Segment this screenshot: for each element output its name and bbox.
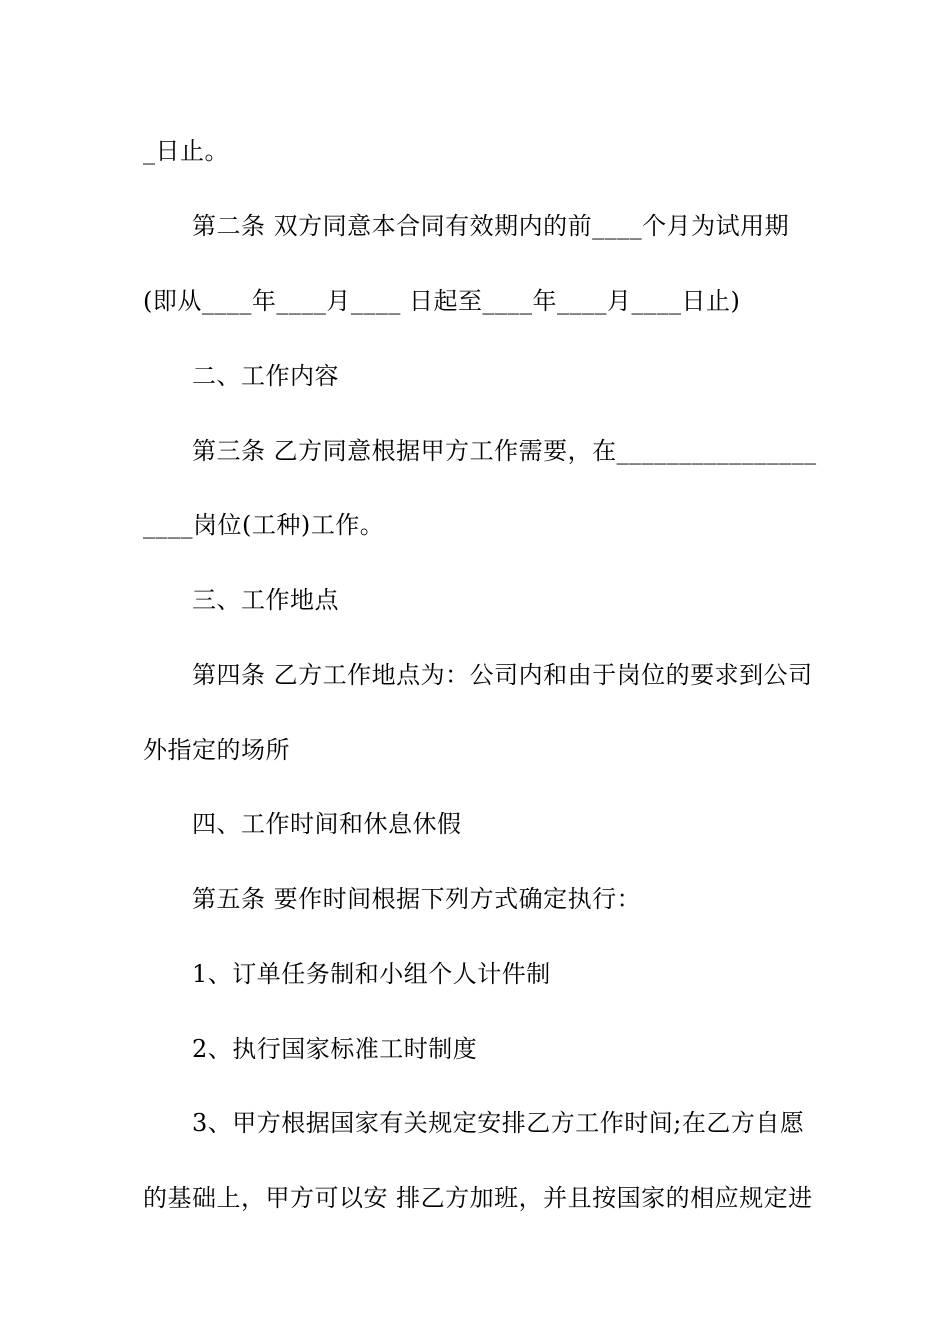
article-2-line: 第二条 双方同意本合同有效期内的前____个月为试用期	[192, 212, 790, 240]
article-4-continuation: 外指定的场所	[143, 736, 290, 764]
section-heading-work-location: 三、工作地点	[192, 586, 339, 614]
section-heading-work-hours: 四、工作时间和休息休假	[192, 810, 462, 838]
article-3-continuation: ____岗位(工种)工作。	[143, 511, 385, 539]
article-5-line: 第五条 要作时间根据下列方式确定执行：	[192, 885, 642, 913]
article-3-line: 第三条 乙方同意根据甲方工作需要，在________________	[192, 437, 817, 465]
text-line-1: _日止。	[143, 137, 229, 165]
article-4-line: 第四条 乙方工作地点为：公司内和由于岗位的要求到公司	[192, 661, 813, 689]
list-item-2: 2、执行国家标准工时制度	[192, 1035, 478, 1063]
list-item-1: 1、订单任务制和小组个人计件制	[192, 960, 551, 988]
list-item-3: 3、甲方根据国家有关规定安排乙方工作时间;在乙方自愿	[192, 1109, 805, 1137]
section-heading-work-content: 二、工作内容	[192, 362, 339, 390]
list-item-3-continuation: 的基础上，甲方可以安 排乙方加班，并且按国家的相应规定进	[143, 1184, 813, 1212]
probation-period-line: (即从____年____月____ 日起至____年____月____日止)	[143, 287, 741, 315]
